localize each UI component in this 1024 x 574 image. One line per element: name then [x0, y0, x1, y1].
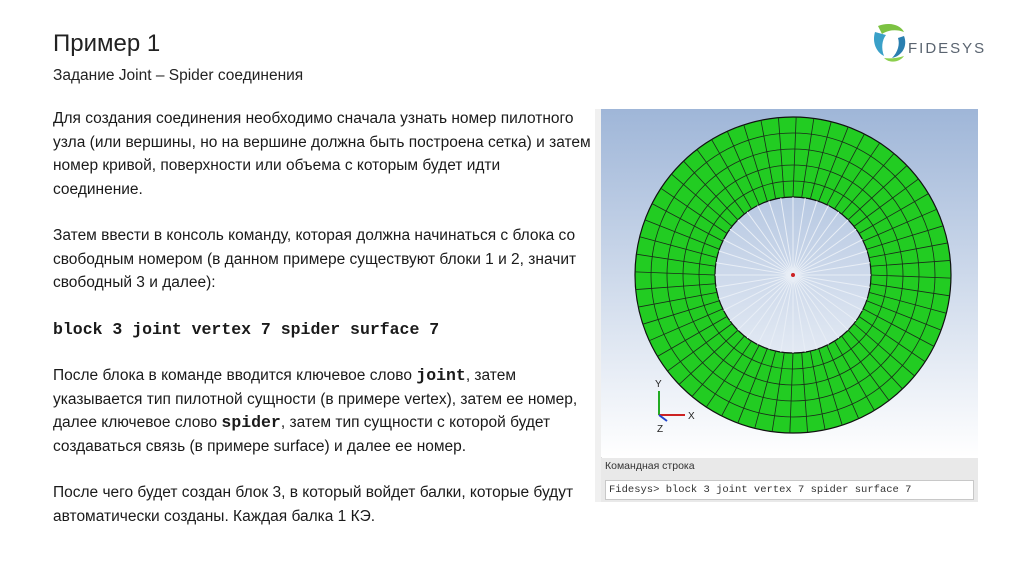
fidesys-logo [870, 20, 1005, 65]
paragraph-result: После чего будет создан блок 3, в который войдет балки, которые будут автоматически созданы. Каждая балка 1 КЭ. [53, 484, 574, 525]
slide-subtitle: Задание Joint – Spider соединения [53, 67, 304, 84]
slide-title: Пример 1 [53, 30, 161, 57]
x-axis-label: X [688, 411, 695, 422]
keywords-text-c: , затем тип сущности с которой будет создаваться связь (в примере surface) и далее ее номер. [53, 414, 551, 455]
keyword-spider: spider [221, 413, 281, 432]
fidesys-logo-text: FIDESYS [908, 40, 987, 57]
pilot-vertex [791, 273, 795, 277]
fidesys-logo-icon [870, 20, 910, 65]
model-viewport[interactable] [601, 109, 978, 457]
command-console [601, 458, 978, 502]
paragraph-pilot-node: Для создания соединения необходимо сначала узнать номер пилотного узла (или вершины, но на вершине должна быть построена сетка) и затем номер кривой, поверхности или объема с которым будет идти соединение. [53, 110, 591, 198]
keywords-text-b: , затем указывается тип пилотной сущности (в примере vertex), затем ее номер, далее ключевое слово [53, 367, 578, 431]
console-title: Командная строка [605, 460, 695, 472]
y-axis-label: Y [655, 379, 662, 390]
console-input[interactable]: Fidesys> block 3 joint vertex 7 spider surface 7 [605, 480, 974, 500]
keyword-joint: joint [416, 366, 466, 385]
command-example: block 3 joint vertex 7 spider surface 7 [53, 319, 440, 339]
slide-body [53, 107, 593, 528]
mesh-view[interactable] [601, 109, 978, 457]
paragraph-console-command: Затем ввести в консоль команду, которая должна начинаться с блока со свободным номером (в данном примере существуют блоки 1 и 2, значит свободный 3 и далее): [53, 227, 577, 291]
z-axis-label: Z [657, 424, 664, 435]
paragraph-keywords [53, 364, 593, 458]
keywords-text-a: После блока в команде вводится ключевое слово [53, 367, 417, 384]
